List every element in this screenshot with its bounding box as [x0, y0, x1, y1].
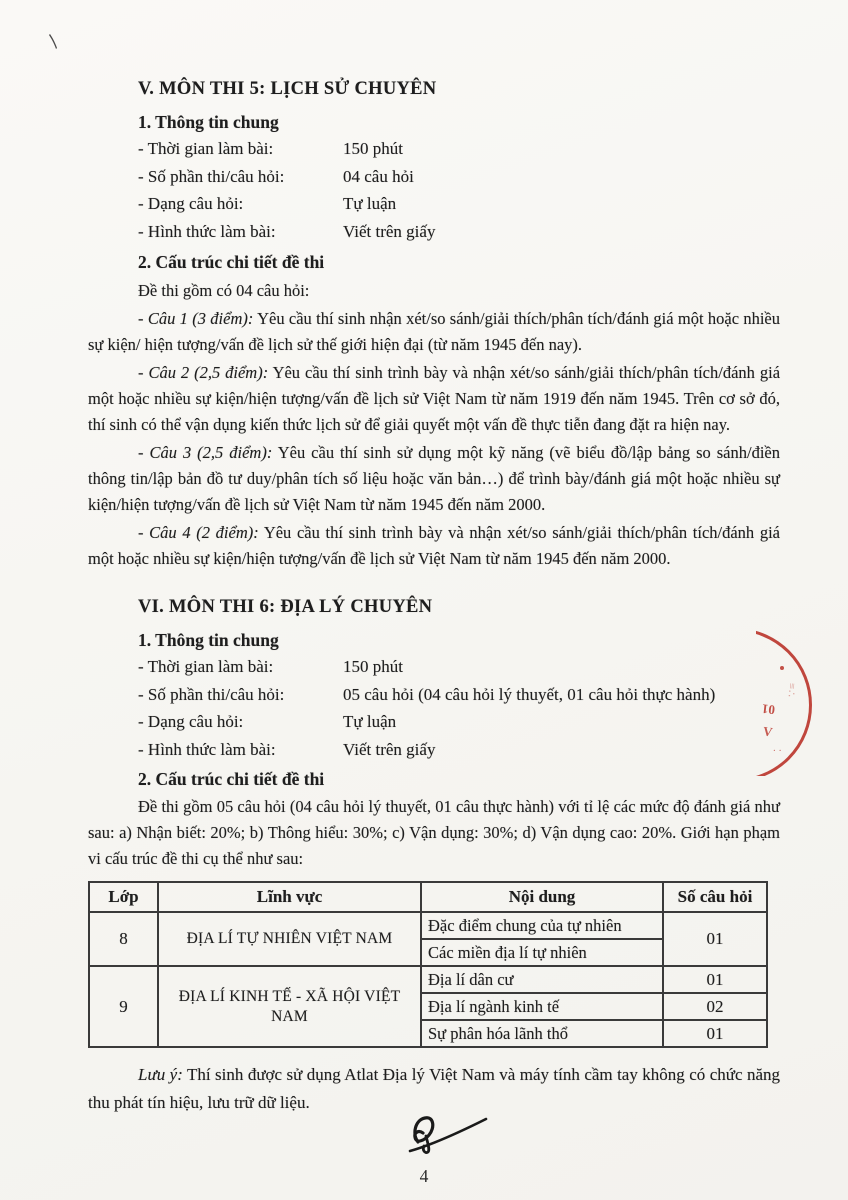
info-row	[88, 218, 780, 246]
section6-info-heading: 1. Thông tin chung	[138, 630, 279, 650]
info-label: - Thời gian làm bài:	[138, 657, 274, 676]
table-row	[89, 912, 767, 939]
info-label: - Số phần thi/câu hỏi:	[138, 684, 285, 704]
info-value: 150 phút	[343, 139, 403, 158]
info-label: - Hình thức làm bài:	[138, 221, 276, 241]
content-cell: Đặc điểm chung của tự nhiên	[421, 912, 663, 939]
count-cell: 01	[663, 912, 767, 966]
col-header-count: Số câu hỏi	[663, 882, 767, 912]
section5-info-heading: 1. Thông tin chung	[138, 112, 279, 132]
question-paragraph	[88, 440, 780, 518]
section6-intro-paragraph: Đề thi gồm 05 câu hỏi (04 câu hỏi lý thuyết, 01 câu thực hành) với tỉ lệ các mức độ đánh giá như sau: a) Nhận biết: 20%; b) Thông hiểu: 30%; c) Vận dụng: 30%; d) Vận dụng cao: 20%. Giới hạn phạm vi cấu trúc đề thi cụ thể như sau:	[88, 797, 780, 868]
note-lead: Lưu ý:	[138, 1065, 183, 1084]
col-header-field: Lĩnh vực	[158, 882, 421, 912]
field-cell: ĐỊA LÍ KINH TẾ - XÃ HỘI VIỆT NAM	[158, 966, 421, 1047]
info-label: - Thời gian làm bài:	[138, 139, 274, 158]
question-lead: - Câu 4 (2 điểm):	[138, 523, 259, 542]
col-header-content: Nội dung	[421, 882, 663, 912]
info-row	[88, 190, 780, 218]
question-lead: - Câu 2 (2,5 điểm):	[138, 363, 269, 382]
field-cell: ĐỊA LÍ TỰ NHIÊN VIỆT NAM	[158, 912, 421, 966]
info-row	[88, 736, 780, 764]
signature-scribble	[404, 1106, 490, 1158]
exam-structure-table	[88, 881, 768, 1048]
stamp-dot	[780, 666, 784, 670]
content-cell: Địa lí dân cư	[421, 966, 663, 993]
section5-intro: Đề thi gồm có 04 câu hỏi:	[138, 281, 310, 300]
info-row	[88, 163, 780, 191]
grade-cell: 9	[89, 966, 158, 1047]
question-paragraph	[88, 306, 780, 358]
info-value: Tự luận	[343, 194, 397, 213]
question-lead: - Câu 1 (3 điểm):	[138, 309, 254, 328]
info-value: Viết trên giấy	[343, 221, 436, 241]
content-cell: Sự phân hóa lãnh thổ	[421, 1020, 663, 1047]
info-row	[88, 653, 780, 681]
info-value: Tự luận	[343, 712, 397, 731]
count-cell: 01	[663, 1020, 767, 1047]
question-text: Yêu cầu thí sinh trình bày và nhận xét/so sánh/giải thích/phân tích/đánh giá một hoặc nhiều sự kiện/hiện tượng/vấn đề lịch sử Việt Nam từ năm 1919 đến năm 1945. Trên cơ sở đó, thí sinh có thể vận dụng kiến thức lịch sử để giải quyết một vấn đề thực tiễn đang đặt ra hiện nay.	[88, 363, 781, 434]
stamp-faint-text: ≡∴	[784, 682, 798, 699]
content-cell: Các miền địa lí tự nhiên	[421, 939, 663, 966]
content-cell: Địa lí ngành kinh tế	[421, 993, 663, 1020]
info-row	[88, 708, 780, 736]
section5-heading: V. MÔN THI 5: LỊCH SỬ CHUYÊN	[138, 79, 437, 99]
grade-cell: 8	[89, 912, 158, 966]
note-text: Thí sinh được sử dụng Atlat Địa lý Việt Nam và máy tính cầm tay không có chức năng thu phát tín hiệu, lưu trữ dữ liệu.	[88, 1065, 780, 1112]
count-cell: 01	[663, 966, 767, 993]
document-content	[88, 76, 780, 1117]
pen-mark	[46, 31, 64, 53]
table-header-row	[89, 882, 767, 912]
question-text: Yêu cầu thí sinh sử dụng một kỹ năng (vẽ biểu đồ/lập bảng so sánh/điền thông tin/lập bản đồ tư duy/phân tích số liệu hoặc văn bản…) để trình bày/đánh giá một hoặc nhiều sự kiện/hiện tượng/vấn đề lịch sử Việt Nam từ năm 1945 đến năm 2000.	[88, 443, 780, 514]
section5-structure-heading: 2. Cấu trúc chi tiết đề thi	[138, 252, 325, 272]
info-label: - Dạng câu hỏi:	[138, 712, 244, 731]
info-value: 150 phút	[343, 657, 403, 676]
info-value: 05 câu hỏi (04 câu hỏi lý thuyết, 01 câu hỏi thực hành)	[343, 684, 716, 704]
page-number: 4	[419, 1166, 429, 1186]
count-cell: 02	[663, 993, 767, 1020]
question-lead: - Câu 3 (2,5 điểm):	[138, 443, 273, 462]
section6-heading: VI. MÔN THI 6: ĐỊA LÝ CHUYÊN	[138, 597, 433, 617]
section6-structure-heading: 2. Cấu trúc chi tiết đề thi	[138, 769, 325, 789]
info-value: 04 câu hỏi	[343, 166, 414, 186]
question-text: Yêu cầu thí sinh nhận xét/so sánh/giải thích/phân tích/đánh giá một hoặc nhiều sự kiện/ hiện tượng/vấn đề lịch sử thế giới hiện đại (từ năm 1945 đến nay).	[88, 309, 780, 354]
question-paragraph	[88, 360, 780, 438]
info-value: Viết trên giấy	[343, 739, 436, 759]
question-text: Yêu cầu thí sinh trình bày và nhận xét/so sánh/giải thích/phân tích/đánh giá một hoặc nhiều sự kiện/hiện tượng/vấn đề lịch sử Việt Nam từ năm 1945 đến năm 2000.	[88, 523, 780, 568]
stamp-text-fragment: V	[762, 723, 774, 740]
question-paragraph	[88, 520, 780, 572]
stamp-text-fragment: 01	[761, 701, 776, 718]
info-row	[88, 135, 780, 163]
info-label: - Số phần thi/câu hỏi:	[138, 166, 285, 186]
stamp-dots: ..	[773, 742, 785, 754]
table-row	[89, 966, 767, 993]
info-label: - Hình thức làm bài:	[138, 739, 276, 759]
col-header-grade: Lớp	[89, 882, 158, 912]
info-label: - Dạng câu hỏi:	[138, 194, 244, 213]
info-row	[88, 681, 780, 709]
